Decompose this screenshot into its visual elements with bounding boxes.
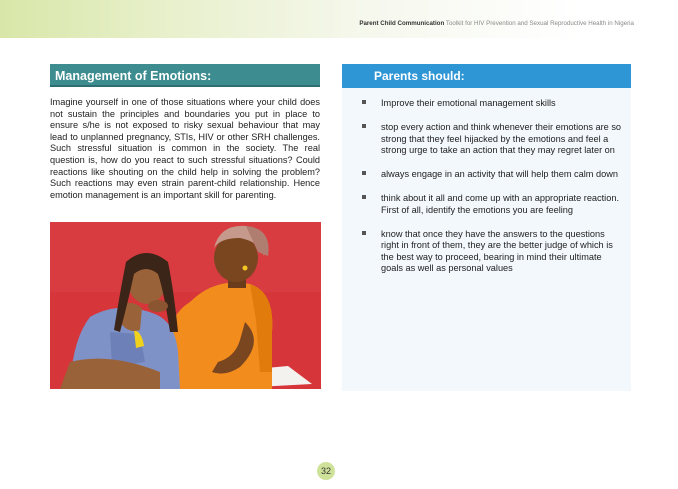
square-bullet-icon <box>362 231 366 235</box>
section-heading-parents: Parents should: <box>342 64 631 88</box>
list-item: Improve their emotional management skills <box>362 98 622 110</box>
illustration-graphic <box>50 222 321 389</box>
header-band <box>0 0 678 38</box>
header-title-rest: Toolkit for HIV Prevention and Sexual Reproductive Health in Nigeria <box>444 20 634 27</box>
list-item: always engage in an activity that will help them calm down <box>362 169 622 181</box>
list-item: stop every action and think whenever their emotions are so strong that they feel hijacked by the emotions and feel a strong urge to take an action that they may regret later on <box>362 122 622 157</box>
page-number: 32 <box>317 462 335 480</box>
recommendations-list <box>362 98 622 287</box>
parents-should-panel <box>342 64 631 391</box>
square-bullet-icon <box>362 100 366 104</box>
square-bullet-icon <box>362 171 366 175</box>
illustration-mother-daughter <box>50 222 321 389</box>
square-bullet-icon <box>362 195 366 199</box>
section-heading-emotions: Management of Emotions: <box>50 64 320 87</box>
body-paragraph: Imagine yourself in one of those situations where your child does not sustain the principles and boundaries you put in place to ensure s/he is not exposed to risky sexual behaviour that may lead to unplanned pregnancy, STIs, HIV or other SRH challenges. Such stressful situation is common in the society. The real question is, how do you react to such stressful situations? Could reactions like shouting on the child help in solving the problem? Such reactions may even strain parent-child relationship. Hence emotion management is an important skill for parenting. <box>50 97 320 200</box>
running-header <box>359 20 634 27</box>
header-title-bold: Parent Child Communication <box>359 20 445 27</box>
square-bullet-icon <box>362 124 366 128</box>
list-item: know that once they have the answers to the questions right in front of them, they are the better judge of which is the best way to proceed, bearing in mind their ultimate goals as well as personal values <box>362 229 622 275</box>
list-item: think about it all and come up with an appropriate reaction. First of all, identify the emotions you are feeling <box>362 193 622 216</box>
